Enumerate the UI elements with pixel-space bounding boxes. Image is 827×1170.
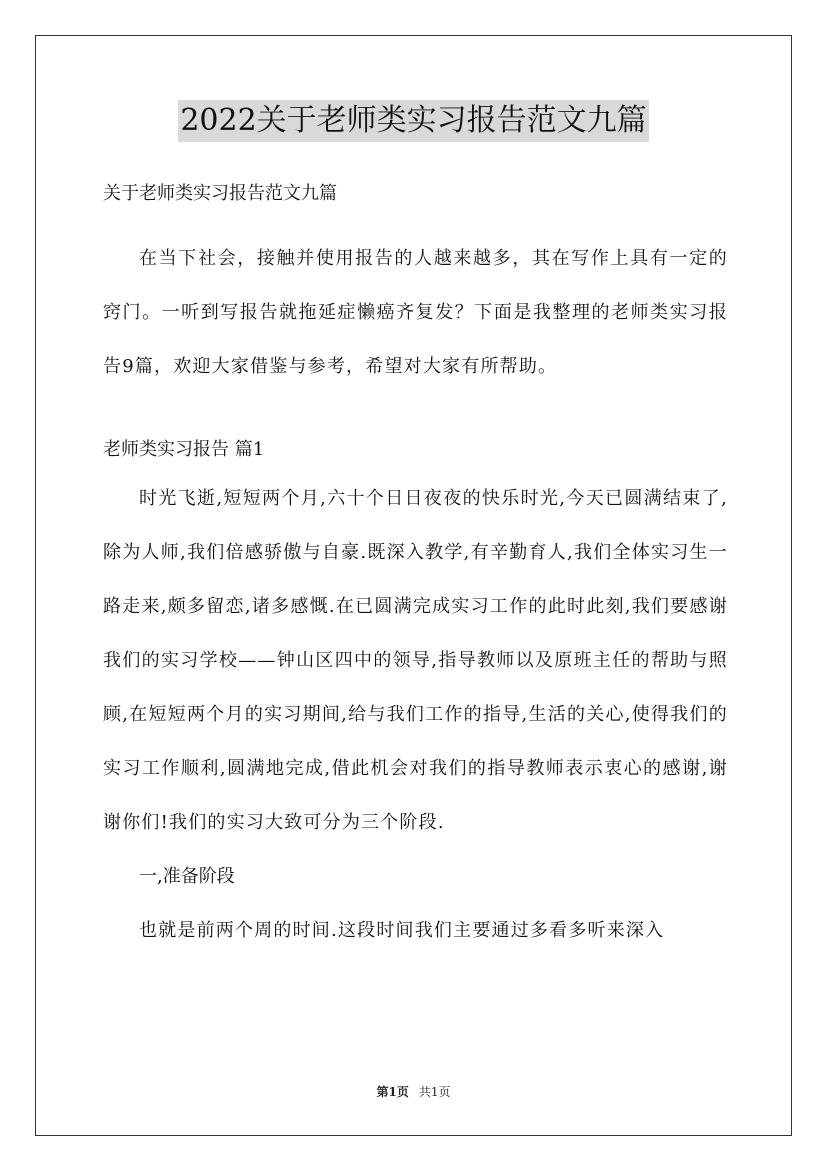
intro-paragraph: 在当下社会，接触并使用报告的人越来越多，其在写作上具有一定的窍门。一听到写报告就拖延症懒癌齐复发？下面是我整理的老师类实习报告9篇，欢迎大家借鉴与参考，希望对大家有所帮助。 xyxy=(103,248,728,377)
document-body xyxy=(103,176,728,958)
page-number: 第1页 xyxy=(376,1085,409,1099)
title-container xyxy=(0,100,827,142)
page-total: 共1页 xyxy=(418,1085,451,1099)
document-title: 2022关于老师类实习报告范文九篇 xyxy=(178,100,648,142)
section-paragraph: 时光飞逝,短短两个月,六十个日日夜夜的快乐时光,今天已圆满结束了,除为人师,我们倍感骄傲与自豪.既深入教学,有辛勤育人,我们全体实习生一路走来,颇多留恋,诸多感慨.在已圆满完成实习工作的此时此刻,我们要感谢我们的实习学校——钟山区四中的领导,指导教师以及原班主任的帮助与照顾,在短短两个月的实习期间,给与我们工作的指导,生活的关心,使得我们的实习工作顺利,圆满地完成,借此机会对我们的指导教师表示衷心的感谢,谢谢你们!我们的实习大致可分为三个阶段. xyxy=(103,488,728,833)
item-heading: 一,准备阶段 xyxy=(139,866,235,887)
item-paragraph: 也就是前两个周的时间.这段时间我们主要通过多看多听来深入 xyxy=(139,920,665,941)
document-subtitle: 关于老师类实习报告范文九篇 xyxy=(103,183,337,204)
section-heading: 老师类实习报告 篇1 xyxy=(103,439,265,460)
page-footer xyxy=(0,1084,827,1100)
